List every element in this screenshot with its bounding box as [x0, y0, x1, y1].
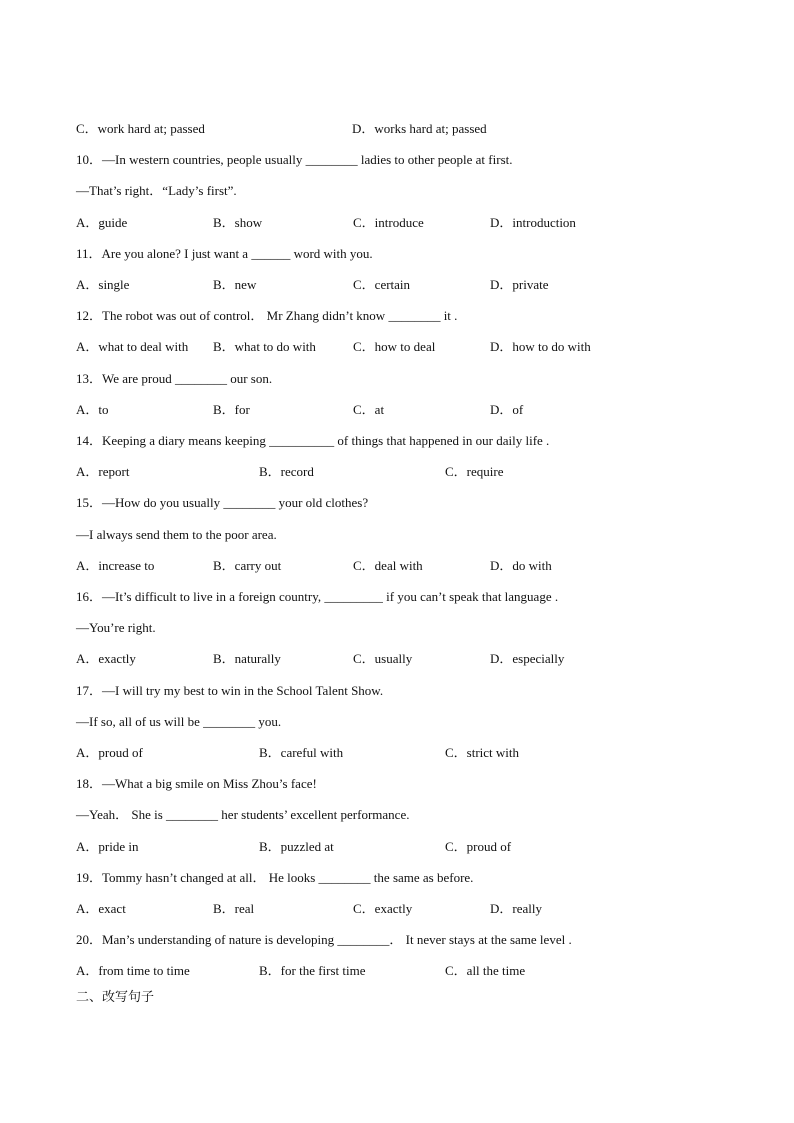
- option-c: C．how to deal: [353, 339, 436, 354]
- option-c: C．deal with: [353, 558, 423, 573]
- option-a: A．exactly: [76, 651, 136, 666]
- option-a: A．exact: [76, 901, 126, 916]
- option-b: B．new: [213, 277, 257, 292]
- option-c: C．at: [353, 402, 385, 417]
- option-b: B．record: [259, 464, 314, 479]
- question-18-reply: —Yeah． She is ________ her students’ excellent performance.: [76, 807, 410, 822]
- option-b: B．naturally: [213, 651, 281, 666]
- option-c: C．proud of: [445, 839, 512, 854]
- question-15-reply: —I always send them to the poor area.: [76, 527, 277, 542]
- option-d: D．of: [490, 402, 524, 417]
- option-d: D．especially: [490, 651, 565, 666]
- option-b: B．careful with: [259, 745, 344, 760]
- question-17: 17．—I will try my best to win in the School Talent Show.: [76, 683, 384, 698]
- option-c: C．usually: [353, 651, 413, 666]
- question-11: 11．Are you alone? I just want a ______ word with you.: [76, 246, 373, 261]
- option-c: C．strict with: [445, 745, 520, 760]
- question-16: 16．—It’s difficult to live in a foreign country, _________ if you can’t speak that language .: [76, 589, 559, 604]
- option-b: B．for the first time: [259, 963, 366, 978]
- option-d: D．do with: [490, 558, 552, 573]
- question-10-reply: —That’s right．“Lady’s first”.: [76, 183, 237, 198]
- option-c: C．certain: [353, 277, 411, 292]
- option-a: A．guide: [76, 215, 128, 230]
- option-b: B．carry out: [213, 558, 282, 573]
- option-a: A．proud of: [76, 745, 143, 760]
- option-b: B．for: [213, 402, 250, 417]
- option-d: D．how to do with: [490, 339, 591, 354]
- option-a: A．to: [76, 402, 109, 417]
- option-b: B．show: [213, 215, 263, 230]
- option-b: B．puzzled at: [259, 839, 334, 854]
- option-b: B．real: [213, 901, 255, 916]
- option-a: A．report: [76, 464, 130, 479]
- question-15: 15．—How do you usually ________ your old clothes?: [76, 495, 369, 510]
- question-13: 13．We are proud ________ our son.: [76, 371, 273, 386]
- question-18: 18．—What a big smile on Miss Zhou’s face!: [76, 776, 317, 791]
- question-14: 14．Keeping a diary means keeping __________ of things that happened in our daily life .: [76, 433, 550, 448]
- option-c: C．require: [445, 464, 504, 479]
- question-10: 10．—In western countries, people usually ________ ladies to other people at first.: [76, 152, 513, 167]
- option-c: C．all the time: [445, 963, 526, 978]
- option-d: D．works hard at; passed: [352, 121, 487, 136]
- option-d: D．really: [490, 901, 542, 916]
- option-a: A．single: [76, 277, 130, 292]
- option-d: D．introduction: [490, 215, 576, 230]
- option-b: B．what to do with: [213, 339, 316, 354]
- option-c: C．work hard at; passed: [76, 121, 205, 136]
- question-20: 20．Man’s understanding of nature is developing ________． It never stays at the same level .: [76, 932, 572, 947]
- question-16-reply: —You’re right.: [76, 620, 156, 635]
- question-12: 12．The robot was out of control． Mr Zhang didn’t know ________ it .: [76, 308, 458, 323]
- option-d: D．private: [490, 277, 549, 292]
- option-c: C．introduce: [353, 215, 424, 230]
- option-c: C．exactly: [353, 901, 413, 916]
- option-a: A．from time to time: [76, 963, 190, 978]
- option-a: A．pride in: [76, 839, 139, 854]
- question-17-reply: —If so, all of us will be ________ you.: [76, 714, 282, 729]
- option-a: A．increase to: [76, 558, 155, 573]
- option-a: A．what to deal with: [76, 339, 189, 354]
- question-19: 19．Tommy hasn’t changed at all． He looks ________ the same as before.: [76, 870, 474, 885]
- section-heading: 二、改写句子: [76, 990, 155, 1005]
